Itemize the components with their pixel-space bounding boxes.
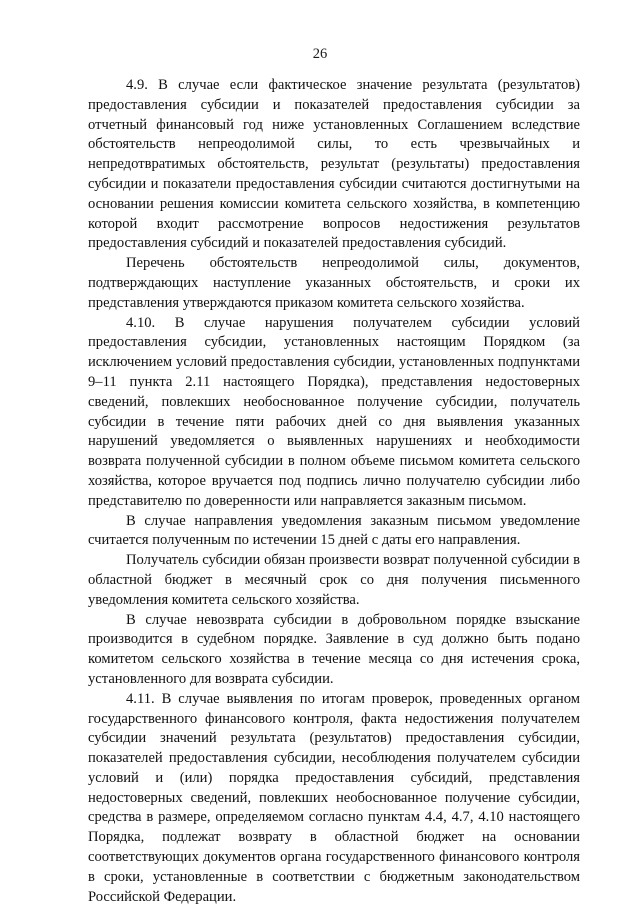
paragraph-force-majeure-list: Перечень обстоятельств непреодолимой силы, документов, подтверждающих наступление указанных обстоятельств, и сроки их представления утверждаются приказом комитета сельского хозяйства. [88,255,580,311]
paragraph-return-obligation: Получатель субсидии обязан произвести возврат полученной субсидии в областной бюджет в месячный срок со дня получения письменного уведомления комитета сельского хозяйства. [88,552,580,608]
document-body [88,76,580,907]
page-number: 26 [312,46,328,62]
paragraph-court-recovery: В случае невозврата субсидии в добровольном порядке взыскание производится в судебном порядке. Заявление в суд должно быть подано комитетом сельского хозяйства в течение месяца со дня истечения срока, установленного для возврата субсидии. [88,611,580,687]
paragraph-4-9: 4.9. В случае если фактическое значение результата (результатов) предоставления субсидии и показателей предоставления субсидии за отчетный финансовый год ниже установленных Соглашением вследствие обстоятельств непреодолимой силы, то есть чрезвычайных и непредотвратимых обстоятельств, результат (результаты) предоставления субсидии и показатели предоставления субсидии считаются достигнутыми на основании решения комиссии комитета сельского хозяйства, в компетенцию которой входит рассмотрение вопросов недостижения результатов предоставления субсидий и показателей предоставления субсидий. [88,77,580,252]
paragraph-registered-letter: В случае направления уведомления заказным письмом уведомление считается полученным по истечении 15 дней с даты его направления. [88,512,580,549]
paragraph-4-11: 4.11. В случае выявления по итогам проверок, проведенных органом государственного финансового контроля, факта недостижения получателем субсидии значений результата (результатов) предоставления субсидии, показателей предоставления субсидии, несоблюдения получателем субсидии условий и (или) порядка предоставления субсидий, представления недостоверных сведений, повлекших необоснованное получение субсидии, средства в размере, определяемом согласно пунктам 4.4, 4.7, 4.10 настоящего Порядка, подлежат возврату в областной бюджет на основании соответствующих документов органа государственного финансового контроля в сроки, установленные в соответствии с бюджетным законодательством Российской Федерации. [88,690,580,905]
paragraph-4-10: 4.10. В случае нарушения получателем субсидии условий предоставления субсидии, установленных настоящим Порядком (за исключением условий предоставления субсидии, установленных подпунктами 9–11 пункта 2.11 настоящего Порядка), представления недостоверных сведений, повлекших необоснованное получение субсидии, получатель субсидии в течение пяти рабочих дней со дня выявления указанных нарушений уведомляется о выявленных нарушениях и необходимости возврата полученной субсидии в полном объеме письмом комитета сельского хозяйства, которое вручается под подпись лично получателю субсидии либо представителю по доверенности или направляется заказным письмом. [88,314,580,509]
